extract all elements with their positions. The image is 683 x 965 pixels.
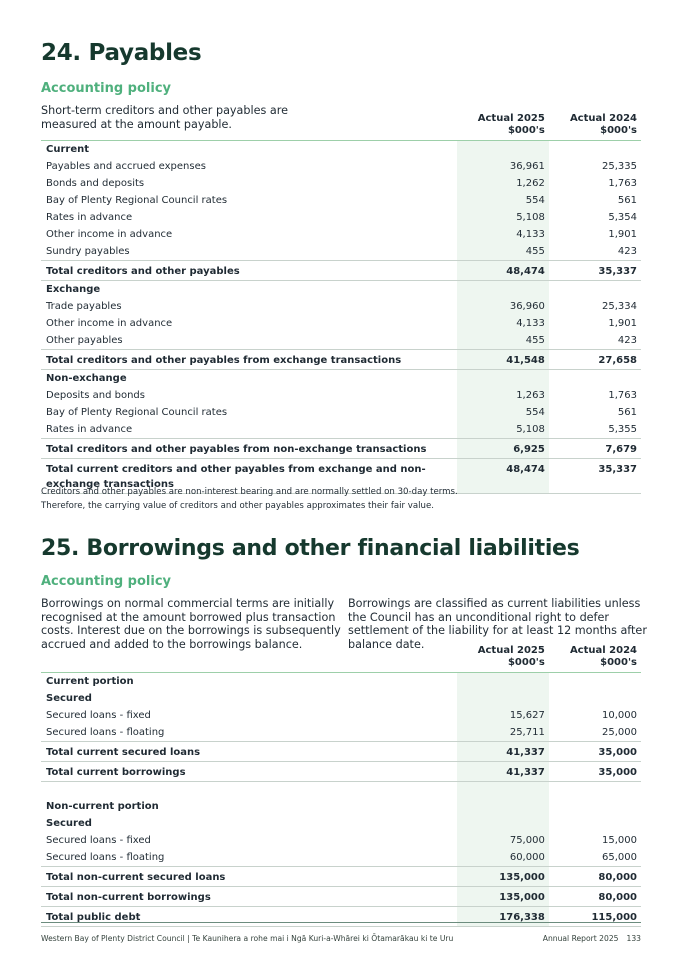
row-label: Non-current portion xyxy=(46,801,159,812)
table-row xyxy=(41,315,641,332)
row-label: Secured loans - floating xyxy=(46,727,165,738)
row-label: Total public debt xyxy=(41,907,457,927)
section-24-notes xyxy=(41,485,458,513)
row-label: Total current creditors and other payables from exchange and non-exchange transactions xyxy=(41,459,457,494)
row-label: Total current secured loans xyxy=(41,742,457,762)
value-2024: 35,000 xyxy=(549,742,641,762)
total-row xyxy=(41,867,641,887)
value-2024: 1,763 xyxy=(608,178,637,189)
row-label: Exchange xyxy=(46,284,101,295)
table-row xyxy=(41,832,641,849)
value-2024: 35,000 xyxy=(549,762,641,782)
intro-line: recognised at the amount borrowed plus transaction xyxy=(41,610,336,624)
row-label: Secured loans - floating xyxy=(46,852,165,863)
value-2025: 41,337 xyxy=(457,762,549,782)
table-row xyxy=(41,421,641,439)
row-label: Total creditors and other payables xyxy=(41,261,457,281)
row-label: Bay of Plenty Regional Council rates xyxy=(46,407,228,418)
row-label: Other income in advance xyxy=(46,229,173,240)
section-row xyxy=(41,141,641,159)
footer-report-title: Annual Report 2025 xyxy=(542,934,619,943)
value-2025: 5,108 xyxy=(457,209,549,226)
value-2024: 7,679 xyxy=(549,439,641,459)
value-2024: 115,000 xyxy=(549,907,641,927)
value-2025: 25,711 xyxy=(457,724,549,742)
col-header-2024: Actual 2024 $000's xyxy=(549,645,641,673)
table-row xyxy=(41,404,641,421)
table-row xyxy=(41,158,641,175)
row-label: Secured loans - fixed xyxy=(46,835,151,846)
table-row xyxy=(41,387,641,404)
value-2024: 423 xyxy=(617,246,637,257)
section-row xyxy=(41,798,641,815)
value-2025: 15,627 xyxy=(457,707,549,724)
value-2025: 176,338 xyxy=(457,907,549,927)
section-row xyxy=(41,690,641,707)
value-2024: 27,658 xyxy=(549,350,641,370)
value-2025: 5,108 xyxy=(457,421,549,439)
value-2025 xyxy=(457,673,549,691)
total-row xyxy=(41,762,641,782)
total-row xyxy=(41,907,641,927)
value-2025: 48,474 xyxy=(457,261,549,281)
table-row xyxy=(41,175,641,192)
table-row xyxy=(41,298,641,315)
value-2024: 561 xyxy=(617,195,637,206)
section-row xyxy=(41,815,641,832)
payables-table-body xyxy=(41,141,641,494)
value-2024 xyxy=(549,141,641,159)
borrowings-table xyxy=(41,645,641,927)
value-2024 xyxy=(549,370,641,388)
total-row xyxy=(41,742,641,762)
table-row xyxy=(41,724,641,742)
row-label: Bay of Plenty Regional Council rates xyxy=(46,195,228,206)
value-2024: 10,000 xyxy=(602,710,637,721)
value-2024: 80,000 xyxy=(549,887,641,907)
total-row xyxy=(41,261,641,281)
footer-rule xyxy=(41,922,641,923)
value-2025: 135,000 xyxy=(457,887,549,907)
value-2025: 1,263 xyxy=(457,387,549,404)
value-2025 xyxy=(457,690,549,707)
value-2024: 15,000 xyxy=(602,835,637,846)
value-2024 xyxy=(549,281,641,299)
row-label: Total non-current secured loans xyxy=(41,867,457,887)
value-2024 xyxy=(549,798,641,815)
table-row xyxy=(41,849,641,867)
section-24-policy-heading: Accounting policy xyxy=(41,81,171,96)
row-label: Sundry payables xyxy=(46,246,130,257)
row-label: Other income in advance xyxy=(46,318,173,329)
row-label: Rates in advance xyxy=(46,212,133,223)
table-row xyxy=(41,192,641,209)
footer-report xyxy=(543,934,641,943)
value-2025: 554 xyxy=(457,192,549,209)
value-2024: 25,334 xyxy=(602,301,637,312)
table-row xyxy=(41,209,641,226)
intro-line: balance date. xyxy=(348,637,425,651)
value-2024 xyxy=(549,673,641,691)
table-row xyxy=(41,243,641,261)
section-25-intro-right xyxy=(348,597,648,651)
page-number: 133 xyxy=(626,934,641,943)
value-2025: 36,961 xyxy=(457,158,549,175)
row-label: Payables and accrued expenses xyxy=(46,161,206,172)
row-label: Current portion xyxy=(46,676,134,687)
value-2024: 25,000 xyxy=(602,727,637,738)
row-label: Current xyxy=(46,144,90,155)
value-2024 xyxy=(549,815,641,832)
value-2025 xyxy=(457,281,549,299)
section-25-policy-heading: Accounting policy xyxy=(41,574,171,589)
row-label: Total current borrowings xyxy=(41,762,457,782)
value-2025: 554 xyxy=(457,404,549,421)
section-25-title: 25. Borrowings and other financial liabilities xyxy=(41,536,580,561)
value-2025: 135,000 xyxy=(457,867,549,887)
value-2025: 6,925 xyxy=(457,439,549,459)
value-2024: 561 xyxy=(617,407,637,418)
row-label: Secured loans - fixed xyxy=(46,710,151,721)
section-row xyxy=(41,370,641,388)
value-2025 xyxy=(457,782,549,799)
table-row xyxy=(41,332,641,350)
value-2025: 455 xyxy=(457,332,549,350)
note: Creditors and other payables are non-interest bearing and are normally settled on 30-day terms. xyxy=(41,487,458,497)
intro-line: accrued and added to the borrowings balance. xyxy=(41,637,303,651)
total-row xyxy=(41,887,641,907)
intro-line: Short-term creditors and other payables are xyxy=(41,104,288,117)
value-2024 xyxy=(549,690,641,707)
section-25-intro-left xyxy=(41,597,341,651)
value-2025 xyxy=(457,815,549,832)
value-2025: 75,000 xyxy=(457,832,549,849)
row-label: Rates in advance xyxy=(46,424,133,435)
footer-council-name: Western Bay of Plenty District Council | Te Kaunihera a rohe mai i Ngā Kuri-a-Whārei ki Ōtamarākau ki te Uru xyxy=(41,934,454,943)
value-2025: 41,548 xyxy=(457,350,549,370)
intro-line: the Council has an unconditional right to defer xyxy=(348,610,609,624)
intro-line: Borrowings on normal commercial terms are initially xyxy=(41,597,335,610)
value-2025: 455 xyxy=(457,243,549,261)
row-label xyxy=(41,782,457,799)
intro-line: measured at the amount payable. xyxy=(41,117,232,131)
value-2024: 25,335 xyxy=(602,161,637,172)
section-row xyxy=(41,673,641,691)
table-row xyxy=(41,707,641,724)
spacer-row xyxy=(41,782,641,799)
intro-line: Borrowings are classified as current liabilities unless xyxy=(348,597,641,610)
intro-line: settlement of the liability for at least 12 months after xyxy=(348,624,647,637)
value-2025 xyxy=(457,370,549,388)
value-2024: 1,901 xyxy=(608,318,637,329)
row-label: Non-exchange xyxy=(46,373,127,384)
row-label: Deposits and bonds xyxy=(46,390,145,401)
value-2024: 1,901 xyxy=(608,229,637,240)
intro-line: costs. Interest due on the borrowings is subsequently xyxy=(41,624,341,637)
row-label: Secured xyxy=(46,693,92,704)
value-2025 xyxy=(457,798,549,815)
section-row xyxy=(41,281,641,299)
value-2024: 1,763 xyxy=(608,390,637,401)
borrowings-table-body xyxy=(41,673,641,927)
col-header-2025: Actual 2025 $000's xyxy=(457,645,549,673)
value-2024: 80,000 xyxy=(549,867,641,887)
value-2024: 5,354 xyxy=(608,212,637,223)
value-2025: 4,133 xyxy=(457,226,549,243)
value-2024: 35,337 xyxy=(549,261,641,281)
col-header-2025: Actual 2025 $000's xyxy=(457,113,549,141)
value-2024: 65,000 xyxy=(602,852,637,863)
value-2024: 5,355 xyxy=(608,424,637,435)
row-label: Trade payables xyxy=(46,301,122,312)
value-2025: 48,474 xyxy=(457,459,549,494)
value-2025: 60,000 xyxy=(457,849,549,867)
value-2024: 423 xyxy=(617,335,637,346)
value-2025: 36,960 xyxy=(457,298,549,315)
total-row xyxy=(41,350,641,370)
total-row xyxy=(41,439,641,459)
row-label: Secured xyxy=(46,818,92,829)
value-2024 xyxy=(549,782,641,799)
value-2025: 4,133 xyxy=(457,315,549,332)
row-label: Total non-current borrowings xyxy=(41,887,457,907)
value-2025: 1,262 xyxy=(457,175,549,192)
payables-table xyxy=(41,113,641,494)
row-label: Other payables xyxy=(46,335,123,346)
row-label: Bonds and deposits xyxy=(46,178,145,189)
table-row xyxy=(41,226,641,243)
row-label: Total creditors and other payables from non-exchange transactions xyxy=(41,439,457,459)
section-24-title: 24. Payables xyxy=(41,40,202,66)
value-2025: 41,337 xyxy=(457,742,549,762)
note: Therefore, the carrying value of creditors and other payables approximates their fair value. xyxy=(41,501,434,511)
value-2025 xyxy=(457,141,549,159)
value-2024: 35,337 xyxy=(549,459,641,494)
row-label: Total creditors and other payables from exchange transactions xyxy=(41,350,457,370)
col-header-2024: Actual 2024 $000's xyxy=(549,113,641,141)
